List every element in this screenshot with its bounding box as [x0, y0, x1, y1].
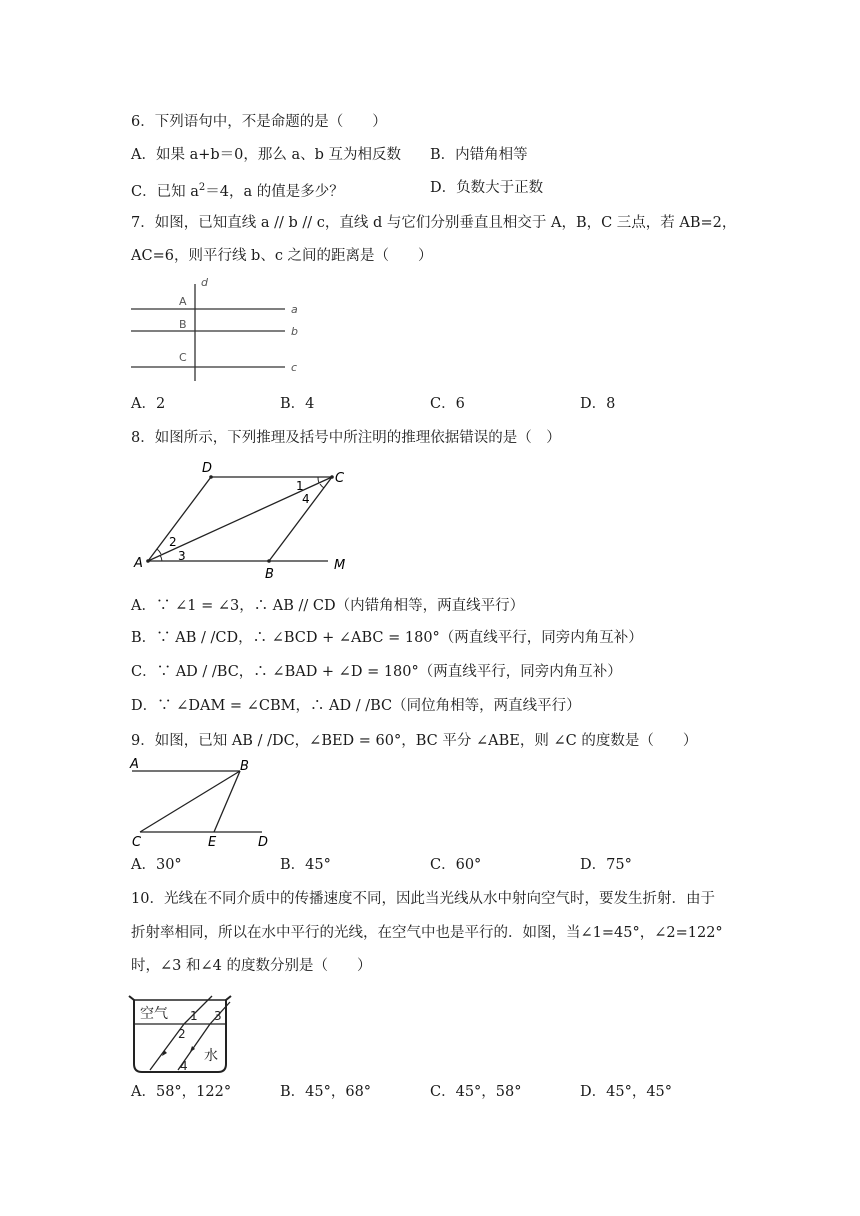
q10-label-3: 3: [214, 1009, 222, 1023]
q9-figure: [128, 756, 278, 852]
q9-option-c: C．60°: [430, 857, 482, 873]
q7-label-d: d: [201, 276, 208, 289]
q10-option-c: C．45°，58°: [430, 1084, 522, 1100]
q10-label-air: 空气: [140, 1006, 168, 1022]
q8-label-A: A: [134, 556, 143, 571]
q10-option-d: D．45°，45°: [580, 1084, 673, 1100]
q6-option-d: D．负数大于正数: [430, 180, 544, 196]
q8-figure: [128, 460, 358, 580]
q7-option-d: D．8: [580, 396, 616, 412]
q9-option-a: A．30°: [131, 857, 182, 873]
q8-arc-angle4: [320, 484, 324, 488]
q8-label-3: 3: [178, 549, 186, 563]
q7-option-a: A．2: [131, 396, 166, 412]
q10-stem-line1: 10．光线在不同介质中的传播速度不同，因此当光线从水中射向空气时，要发生折射．由于: [131, 891, 715, 907]
q8-label-B: B: [265, 567, 274, 580]
q8-stem: 8．如图所示，下列推理及括号中所注明的推理依据错误的是（ ）: [131, 430, 561, 446]
q9-line-be: [214, 771, 240, 832]
q9-label-D: D: [258, 835, 269, 850]
q6-option-a: A．如果 a+b＝0，那么 a、b 互为相反数: [131, 147, 402, 163]
q8-point-A: [146, 559, 150, 563]
q6-option-c-post: ＝4，a 的值是多少？: [205, 183, 344, 200]
q7-stem-line2: AC=6，则平行线 b、c 之间的距离是（ ）: [131, 248, 433, 264]
q10-option-a: A．58°，122°: [131, 1084, 232, 1100]
q8-option-b: B．∵ AB / /CD，∴ ∠BCD + ∠ABC = 180°（两直线平行，同旁内角互补）: [131, 630, 643, 646]
q8-arc-angle2: [157, 549, 161, 554]
q8-label-4: 4: [302, 492, 310, 506]
q8-point-B: [267, 559, 271, 563]
q10-label-2: 2: [178, 1027, 186, 1041]
q9-label-A: A: [130, 757, 139, 772]
q7-label-C: C: [179, 351, 187, 364]
q9-stem: 9．如图，已知 AB / /DC，∠BED = 60°，BC 平分 ∠ABE，则 ∠C 的度数是（ ）: [131, 733, 698, 749]
q9-label-B: B: [240, 759, 249, 774]
q7-figure: [125, 272, 315, 384]
q9-option-d: D．75°: [580, 857, 632, 873]
q10-label-1: 1: [190, 1009, 198, 1023]
q8-label-D: D: [202, 461, 213, 476]
q10-figure: [126, 990, 236, 1076]
q7-label-B: B: [179, 318, 187, 331]
q8-arc-angle3: [160, 555, 162, 561]
q8-option-d: D．∵ ∠DAM = ∠CBM，∴ AD / /BC（同位角相等，两直线平行）: [131, 698, 581, 714]
q9-option-b: B．45°: [280, 857, 331, 873]
q6-option-c-sup: 2: [198, 182, 206, 193]
q9-label-C: C: [132, 835, 142, 850]
q8-option-c: C．∵ AD / /BC，∴ ∠BAD + ∠D = 180°（两直线平行，同旁内角互补）: [131, 664, 622, 680]
q8-arc-angle1: [318, 477, 319, 483]
q6-stem: 6．下列语句中，不是命题的是（ ）: [131, 114, 387, 130]
q7-option-c: C．6: [430, 396, 465, 412]
q10-label-4: 4: [180, 1059, 188, 1073]
q10-option-b: B．45°，68°: [280, 1084, 372, 1100]
q7-label-A: A: [179, 295, 187, 308]
q7-label-a: a: [291, 303, 298, 316]
q10-stem-line3: 时，∠3 和∠4 的度数分别是（ ）: [131, 958, 372, 974]
q7-label-b: b: [291, 325, 298, 338]
q6-option-b: B．内错角相等: [430, 147, 528, 163]
q10-label-water: 水: [204, 1048, 218, 1064]
q8-option-a: A．∵ ∠1 = ∠3，∴ AB // CD（内错角相等，两直线平行）: [131, 598, 525, 614]
q8-point-C: [330, 475, 334, 479]
q9-line-bc: [140, 771, 240, 832]
q8-label-2: 2: [169, 535, 177, 549]
q8-label-M: M: [334, 558, 346, 573]
q7-label-c: c: [291, 361, 298, 374]
q7-stem-line1: 7．如图，已知直线 a // b // c，直线 d 与它们分别垂直且相交于 A，B，C 三点，若 AB=2，: [131, 215, 737, 231]
q8-label-1: 1: [296, 479, 304, 493]
q7-option-b: B．4: [280, 396, 315, 412]
q9-label-E: E: [208, 835, 217, 850]
q6-option-c-pre: C．已知 a: [131, 183, 199, 200]
q6-option-c: [131, 178, 344, 202]
q8-label-C: C: [335, 471, 345, 486]
q10-stem-line2: 折射率相同，所以在水中平行的光线，在空气中也是平行的．如图，当∠1=45°，∠2=122°: [131, 925, 723, 941]
